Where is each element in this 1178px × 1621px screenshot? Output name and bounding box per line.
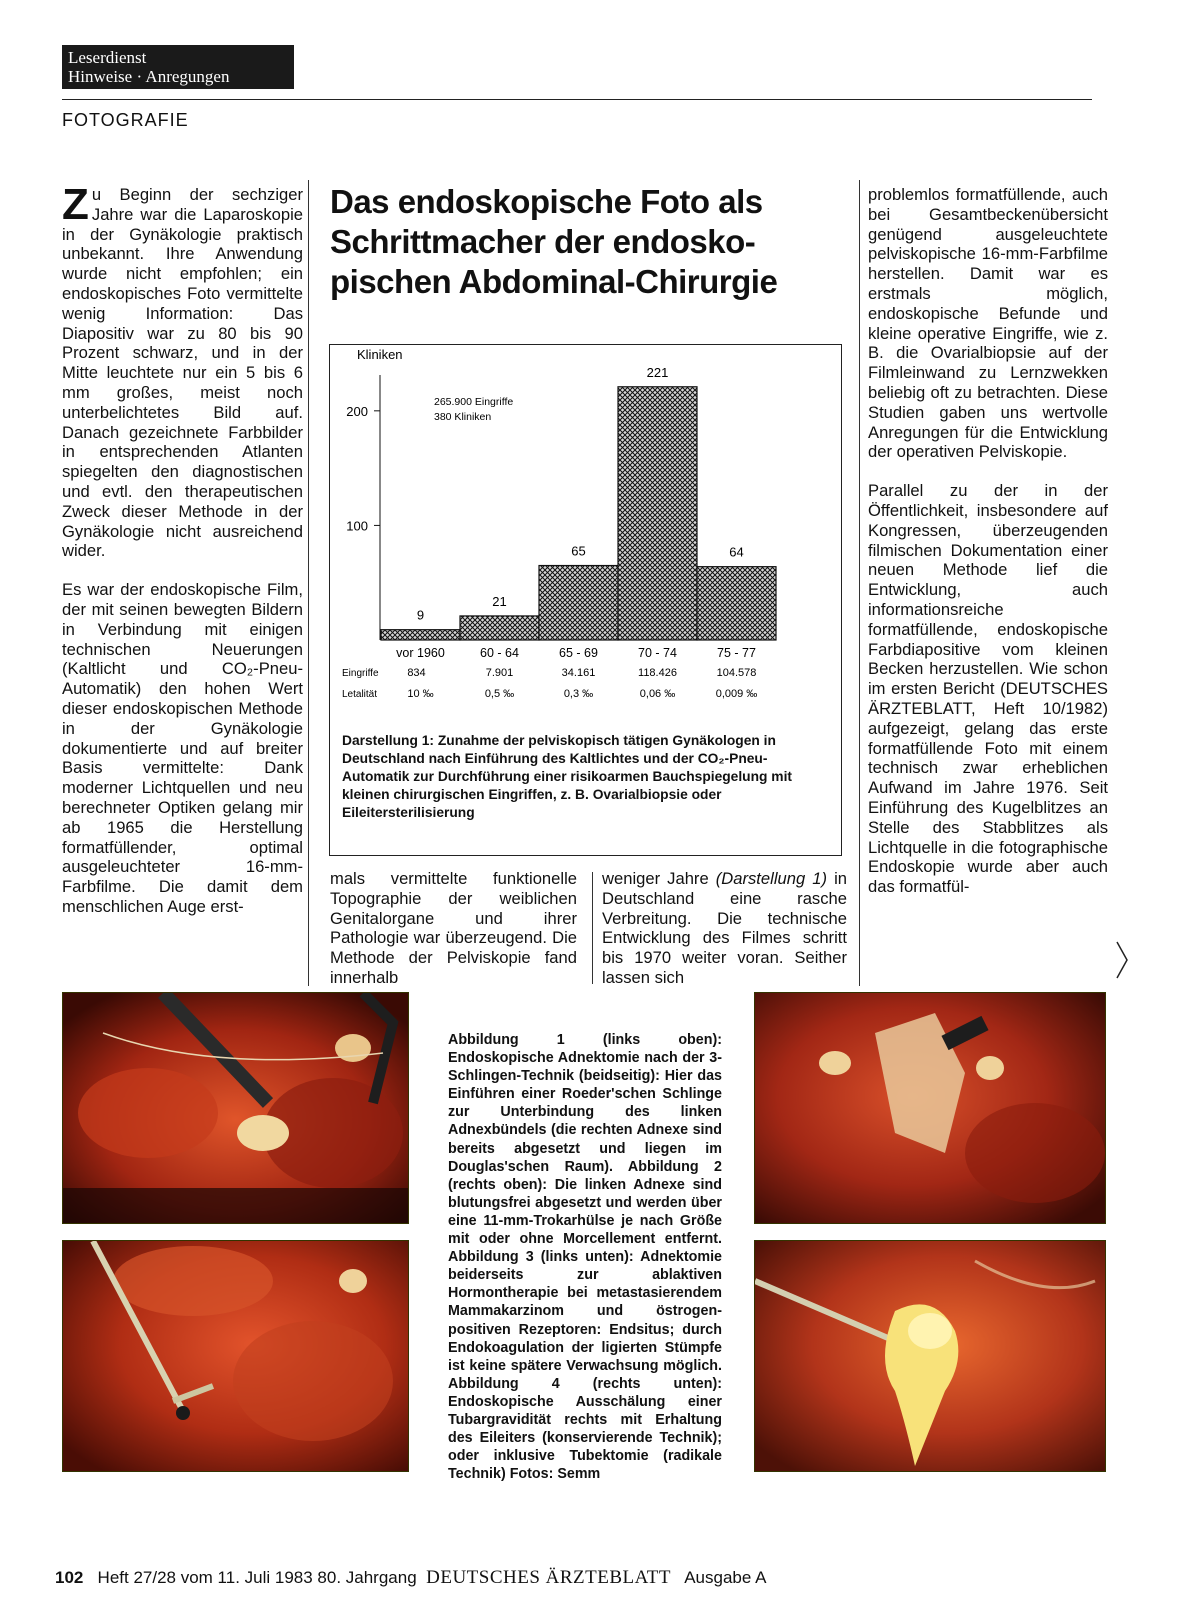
eingriffe-value: 104.578 [716,667,757,679]
y-axis-label: Kliniken [357,347,403,362]
article-column-2a: mals vermittelte funktionelle Topographie der weiblichen Genitalorgane und ihrer Pathologie war überzeugend. Die Methode der Pelviskopie fand innerhalb [330,869,577,987]
edition-label: Ausgabe A [684,1568,767,1587]
article-column-3 [868,185,1108,916]
bar-value-label: 65 [571,543,586,559]
letalitaet-value: 0,5 ‰ [484,688,515,700]
bar-value-label: 221 [646,364,669,380]
department-sublabel: Hinweise · Anregungen [68,67,230,86]
paragraph-text: weniger Jahre [602,869,716,888]
department-header [62,45,294,89]
chart-annotation: 265.900 Eingriffe [434,396,514,408]
page-footer [55,1567,766,1589]
column-divider [592,872,593,984]
paragraph: Es war der endoskopische Film, der mit seinen bewegten Bildern in Verbindung mit einigen technischen Neuerungen (Kaltlicht und CO₂-Pneu-Automatik) den hohen Wert dieser endoskopischen Methode in der Gynäkologie dokumentierte und auf breiter Basis vermittelte: Dank moderner Lichtquellen und neu berechneter Optiken gelang mir ab 1965 die Herstellung formatfüllender, optimal ausgeleuchteter 16-mm-Farbfilme. Die damit dem menschlichen Auge erst- [62,580,303,916]
section-label: FOTOGRAFIE [62,110,189,130]
paragraph [62,180,303,561]
letalitaet-value: 10 ‰ [407,688,434,700]
x-tick-label: 60 - 64 [480,646,519,660]
continue-arrow-icon [1115,940,1129,980]
paragraph-text: u Beginn der sechziger Jahre war die Laparoskopie in der Gynäkologie praktisch unbekannt. Ihre Anwendung wurde nicht empfohlen; ein endoskopisches Foto vermittelte wenig Information: Das Diapositiv war zu 80 bis 90 Prozent schwarz, und in der Mitte leuchtete nur ein 5 bis 6 mm großes, meist noch unterbelichtetes Bild auf. Danach gezeichnete Farbbilder in entsprechenden Atlanten spiegelten den diagnostischen und evtl. den therapeutischen Zweck dieser Methode in der Gynäkologie nicht ausreichend wider. [62,185,303,561]
letalitaet-value: 0,3 ‰ [563,688,594,700]
chart-caption [342,732,827,822]
paragraph: problemlos formatfüllende, auch bei Gesamtbeckenübersicht genügend ausgeleuchtete pelviskopische 16-mm-Farbfilme herstellen. Damit war es erstmals möglich, endoskopische Befunde und kleine operative Eingriffe, wie z. B. die Ovarialbiopsie auf der Filmleinwand zu Lernzwekken beliebig oft zu betrachten. Diese Studien gaben uns wertvolle Anregungen für die Entwicklung der operativen Pelviskopie. [868,185,1108,462]
x-tick-label: 70 - 74 [638,646,677,660]
eingriffe-value: 118.426 [638,667,677,679]
article-column-1 [62,180,303,936]
letalitaet-value: 0,009 ‰ [715,688,758,700]
department-label: Leserdienst [68,48,147,67]
eingriffe-value: 834 [407,667,426,679]
chart-frame [329,344,842,856]
bar [697,567,776,640]
endoscopic-photo-4 [754,1240,1106,1472]
column-divider [859,180,860,986]
bar [539,566,618,640]
paragraph-text: in Deutschland eine rasche Verbreitung. Die technische Entwicklung des Filmes schritt bis 1970 weiter voran. Seither lassen sich [602,869,848,987]
chart-caption-label: Darstellung 1: [342,733,434,748]
bar [618,387,697,640]
bar-chart [330,345,840,725]
figure-reference: (Darstellung 1) [715,869,828,888]
eingriffe-value: 34.161 [561,667,596,679]
letalitaet-value: 0,06 ‰ [639,688,676,700]
paragraph: Parallel zu der in der Öffentlichkeit, insbesondere auf Kongressen, überzeugenden filmischen Dokumentation einer neuen Methode lief die Entwicklung, auch informationsreiche formatfüllende, endoskopische Farbdiapositive vom kleinen Becken herzustellen. Wie schon im ersten Bericht (DEUTSCHES ÄRZTEBLATT, Heft 10/1982) aufgezeigt, gelang das erste formatfüllende Foto mit einem technisch zwar erheblichen Aufwand im Jahre 1976. Seit Einführung des Kugelblitzes an Stelle des Stabblitzes als Lichtquelle in die fotographische Endoskopie wurde aber auch das formatfül- [868,481,1108,897]
drop-cap: Z [62,180,89,229]
column-divider [308,180,309,986]
bar-value-label: 64 [729,544,744,560]
eingriffe-value: 7.901 [485,667,514,679]
bar-value-label: 9 [416,607,425,623]
row-label: Eingriffe [342,668,379,679]
y-tick-label: 200 [346,403,368,419]
y-tick-label: 100 [346,518,368,534]
endoscopic-photo-3 [62,1240,409,1472]
header-divider [62,99,1092,100]
page-number: 102 [55,1568,84,1587]
chart-caption-text: Zunahme der pelviskopisch tätigen Gynäkologen in Deutschland nach Einführung des Kaltlichtes und der CO₂-Pneu-Automatik zur Durchführung einer risikoarmen Bauchspiegelung mit kleinen chirurgischen Eingriffen, z. B. Ovarialbiopsie oder Eileitersterilisierung [342,733,792,820]
bar [460,616,539,640]
row-label: Letalität [342,689,378,700]
article-title: Das endoskopische Foto als Schrittmacher der endosko-pischen Abdominal-Chirurgie [330,183,778,300]
article-column-2b [602,869,847,988]
endoscopic-photo-2 [754,992,1106,1224]
x-tick-label: 75 - 77 [717,646,756,660]
endoscopic-photo-1 [62,992,409,1224]
figure-caption: Abbildung 1 (links oben): Endoskopische Adnektomie nach der 3-Schlingen-Technik (beidseitig): Hier das Einführen einer Roeder'schen Schlinge zur Unterbindung des linken Adnexbündels (die rechten Adnexe sind bereits abgesetzt und liegen im Douglas'schen Raum). Abbildung 2 (rechts oben): Die linken Adnexe sind blutungsfrei abgesetzt und werden über eine 11-mm-Trokarhülse je nach Größe mit oder ohne Morcellement entfernt. Abbildung 3 (links unten): Adnektomie beiderseits zur ablaktiven Hormontherapie bei metastasierendem Mammakarzinom und östrogen-positiven Rezeptoren: Endsitus; durch Endokoagulation der ligierten Stümpfe ist keine spätere Verwachsung möglich. Abbildung 4 (rechts unten): Endoskopische Ausschälung einer Tubargravidität rechts mit Erhaltung des Eileiters (konservierende Technik); oder inklusive Tubektomie (radikale Technik) Fotos: Semm [448,1032,722,1483]
issue-info: Heft 27/28 vom 11. Juli 1983 80. Jahrgang [97,1568,417,1587]
x-tick-label: 65 - 69 [559,646,598,660]
bar [381,630,460,640]
bar-value-label: 21 [492,593,507,609]
chart-annotation: 380 Kliniken [434,411,492,423]
journal-name: DEUTSCHES ÄRZTEBLATT [426,1567,671,1588]
x-tick-label: vor 1960 [396,646,445,660]
